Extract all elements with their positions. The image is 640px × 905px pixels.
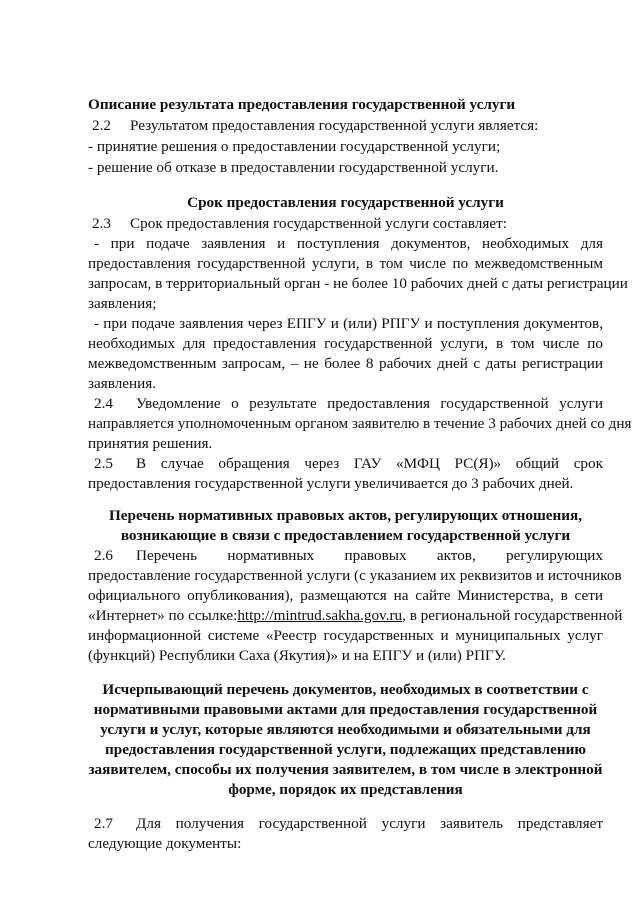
paragraph-text: Перечень нормативных правовых актов, регулирующих: [136, 547, 603, 564]
paragraph-number: 2.4: [94, 395, 113, 412]
text-line: предоставления государственной услуги, в том числе по межведомственным: [88, 255, 603, 272]
paragraph-2-7: [94, 814, 603, 834]
paragraph-text: Срок предоставления государственной услуги составляет:: [130, 215, 507, 232]
paragraph-number: 2.2: [92, 117, 111, 134]
paragraph-text: Результатом предоставления государственной услуги является:: [130, 117, 539, 134]
text-line: межведомственным запросам, – не более 8 рабочих дней с даты регистрации: [88, 355, 603, 372]
section-heading-term: Срок предоставления государственной услуги: [187, 194, 504, 211]
section-heading-docs-1: Исчерпывающий перечень документов, необходимых в соответствии с: [102, 681, 589, 698]
paragraph-2-2: [88, 116, 603, 136]
text-line: официального опубликования), размещаются на сайте Министерства, в сети: [88, 587, 603, 604]
section-heading-result: Описание результата предоставления государственной услуги: [88, 96, 516, 113]
text-line: принятия решения.: [88, 435, 213, 452]
paragraph-2-4: [94, 394, 603, 414]
ministry-website-link[interactable]: http://mintrud.sakha.gov.ru: [237, 607, 403, 624]
section-heading-docs-5: заявителем, способы их получения заявителем, в том числе в электронной: [88, 761, 603, 778]
paragraph-text: В случае обращения через ГАУ «МФЦ РС(Я)» общий срок: [136, 455, 603, 472]
text-fragment: , в региональной государственной: [402, 607, 623, 624]
text-line: заявления;: [88, 295, 157, 312]
text-line: необходимых для предоставления государственной услуги, в том числе по: [88, 335, 603, 352]
paragraph-2-6: [94, 546, 603, 566]
text-fragment: «Интернет» по ссылке:: [88, 607, 238, 624]
paragraph-number: 2.7: [94, 815, 113, 832]
paragraph-text: Для получения государственной услуги заявитель представляет: [136, 815, 603, 832]
text-line: информационной системе «Реестр государственных и муниципальных услуг: [88, 627, 603, 644]
list-item: - решение об отказе в предоставлении государственной услуги.: [88, 159, 499, 176]
text-line: направляется уполномоченным органом заявителю в течение 3 рабочих дней со дня: [88, 415, 632, 432]
text-line: - при подаче заявления через ЕПГУ и (или) РПГУ и поступления документов,: [94, 315, 603, 332]
text-line: - при подаче заявления и поступления документов, необходимых для: [94, 235, 603, 252]
section-heading-docs-6: форме, порядок их представления: [228, 781, 463, 798]
text-line: заявления.: [88, 375, 157, 392]
paragraph-text: Уведомление о результате предоставления государственной услуги: [136, 395, 603, 412]
section-heading-acts-1: Перечень нормативных правовых актов, регулирующих отношения,: [108, 507, 583, 524]
paragraph-2-3: [88, 214, 603, 234]
text-line: предоставления государственной услуги увеличивается до 3 рабочих дней.: [88, 475, 574, 492]
section-heading-acts-2: возникающие в связи с предоставлением государственной услуги: [120, 527, 571, 544]
section-heading-docs-2: нормативными правовыми актами для предоставления государственной: [93, 701, 598, 718]
text-line-with-link: [88, 606, 623, 626]
text-line: следующие документы:: [88, 835, 242, 852]
paragraph-2-5: [94, 454, 603, 474]
text-line: (функций) Республики Саха (Якутия)» и на ЕПГУ и (или) РПГУ.: [88, 647, 506, 664]
text-line: запросам, в территориальный орган - не более 10 рабочих дней с даты регистрации: [88, 275, 628, 292]
section-heading-docs-4: предоставления государственной услуги, подлежащих представлению: [105, 741, 586, 758]
list-item: - принятие решения о предоставлении государственной услуги;: [88, 138, 501, 155]
paragraph-number: 2.3: [92, 215, 111, 232]
paragraph-number: 2.6: [94, 547, 113, 564]
section-heading-docs-3: услуги и услуг, которые являются необходимыми и обязательными для: [100, 721, 591, 738]
paragraph-number: 2.5: [94, 455, 113, 472]
text-line: предоставление государственной услуги (с указанием их реквизитов и источников: [88, 567, 622, 584]
